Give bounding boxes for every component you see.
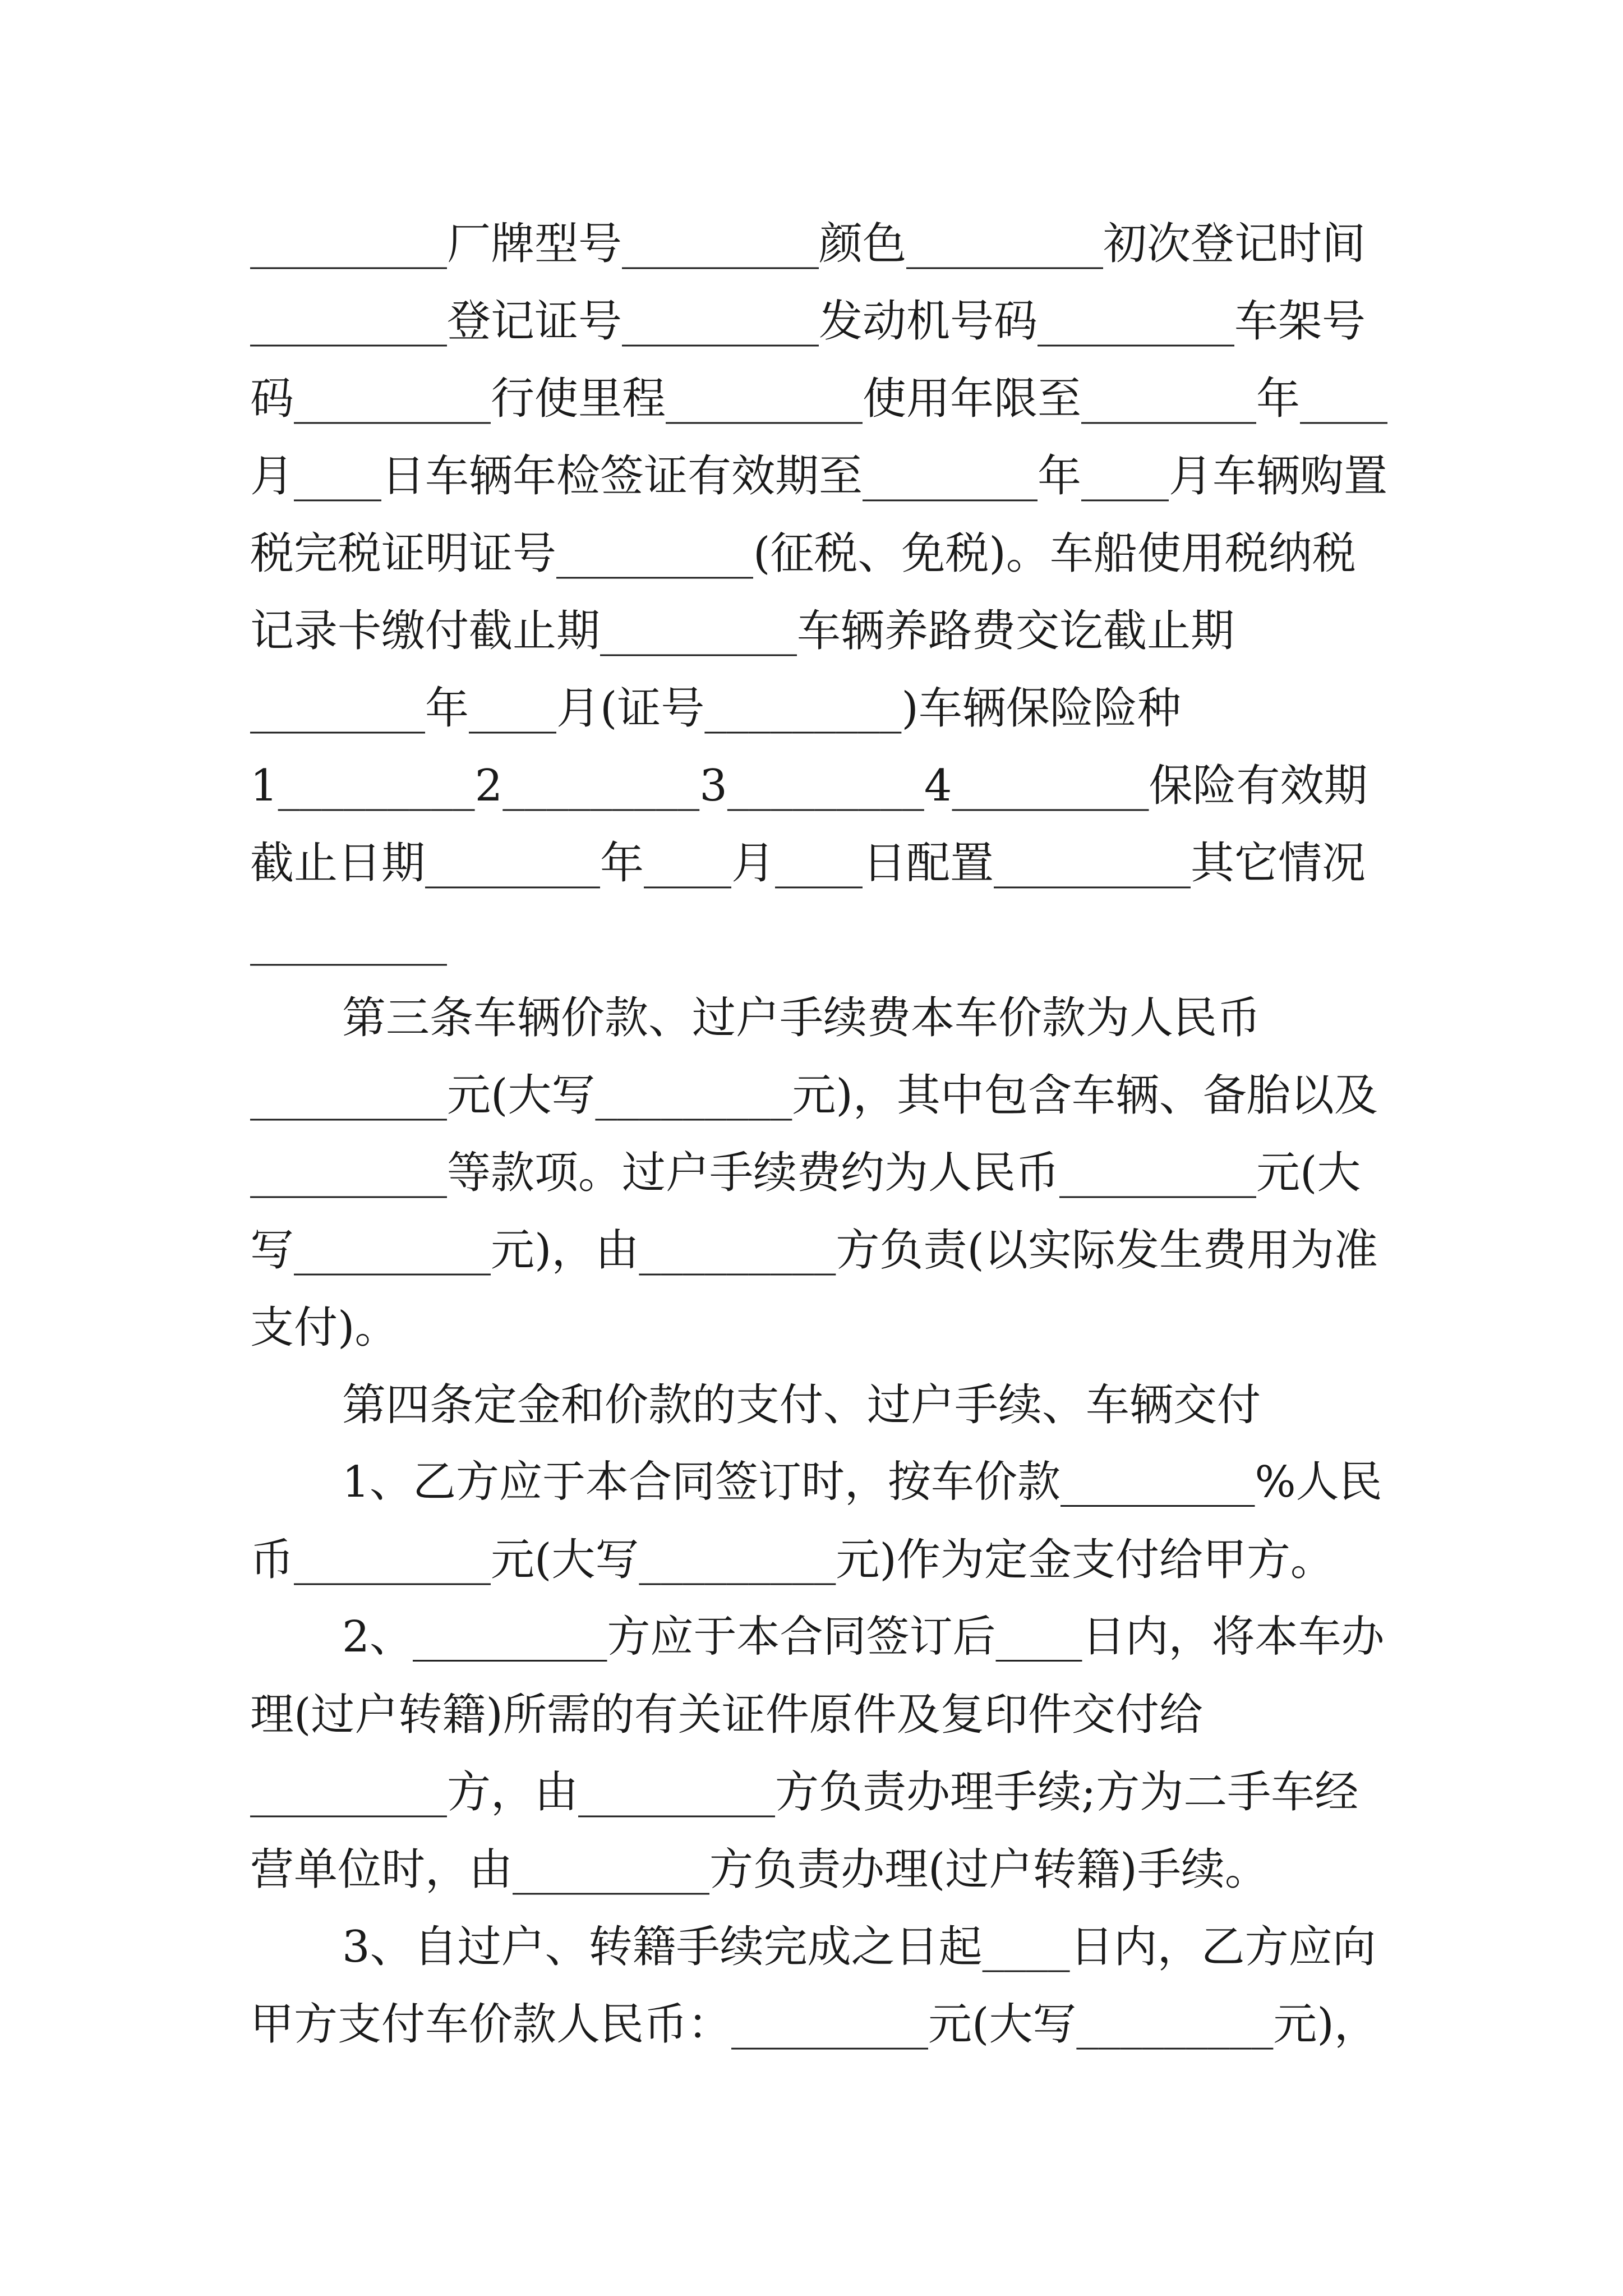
- text-line: 支付)。: [250, 1303, 399, 1353]
- text-line: 理(过户转籍)所需的有关证件原件及复印件交付给: [250, 1690, 1203, 1740]
- text-line: 1_________2_________3_________4_________保险有效期: [250, 761, 1368, 811]
- text-line: _________登记证号_________发动机号码_________车架号: [250, 296, 1366, 347]
- article-3-heading-line: 第三条车辆价款、过户手续费本车价款为人民币: [342, 993, 1261, 1043]
- text-line: 税完税证明证号_________(征税、免税)。车船使用税纳税: [250, 528, 1356, 579]
- text-line: 记录卡缴付截止期_________车辆养路费交讫截止期: [250, 606, 1235, 656]
- text-line: 营单位时，由_________方负责办理(过户转籍)手续。: [250, 1844, 1269, 1895]
- clause-2-line: 2、_________方应于本合同签订后____日内，将本车办: [342, 1612, 1385, 1662]
- article-4-heading: 第四条定金和价款的支付、过户手续、车辆交付: [342, 1380, 1261, 1430]
- text-line: _________方，由_________方负责办理手续;方为二手车经: [250, 1767, 1359, 1818]
- text-line: 截止日期________年____月____日配置_________其它情况: [250, 838, 1366, 889]
- text-line: 月____日车辆年检签证有效期至________年____月车辆购置: [250, 451, 1388, 501]
- text-line: 码_________行使里程_________使用年限至________年____: [250, 374, 1388, 424]
- text-line: 甲方支付车价款人民币：_________元(大写_________元)，: [250, 1999, 1378, 2050]
- text-line: _________等款项。过户手续费约为人民币_________元(大: [250, 1148, 1361, 1198]
- clause-1-line: 1、乙方应于本合同签订时，按车价款_________%人民: [342, 1457, 1382, 1507]
- text-line: 币_________元(大写_________元)作为定金支付给甲方。: [250, 1535, 1334, 1585]
- text-line: _________: [250, 915, 447, 966]
- text-line: ________年____月(证号_________)车辆保险险种: [250, 683, 1181, 734]
- clause-3-line: 3、自过户、转籍手续完成之日起____日内，乙方应向: [342, 1922, 1376, 1972]
- text-line: _________厂牌型号_________颜色_________初次登记时间: [250, 219, 1366, 269]
- text-line: 写_________元)，由_________方负责(以实际发生费用为准: [250, 1225, 1378, 1276]
- text-line: _________元(大写_________元)，其中包含车辆、备胎以及: [250, 1070, 1378, 1121]
